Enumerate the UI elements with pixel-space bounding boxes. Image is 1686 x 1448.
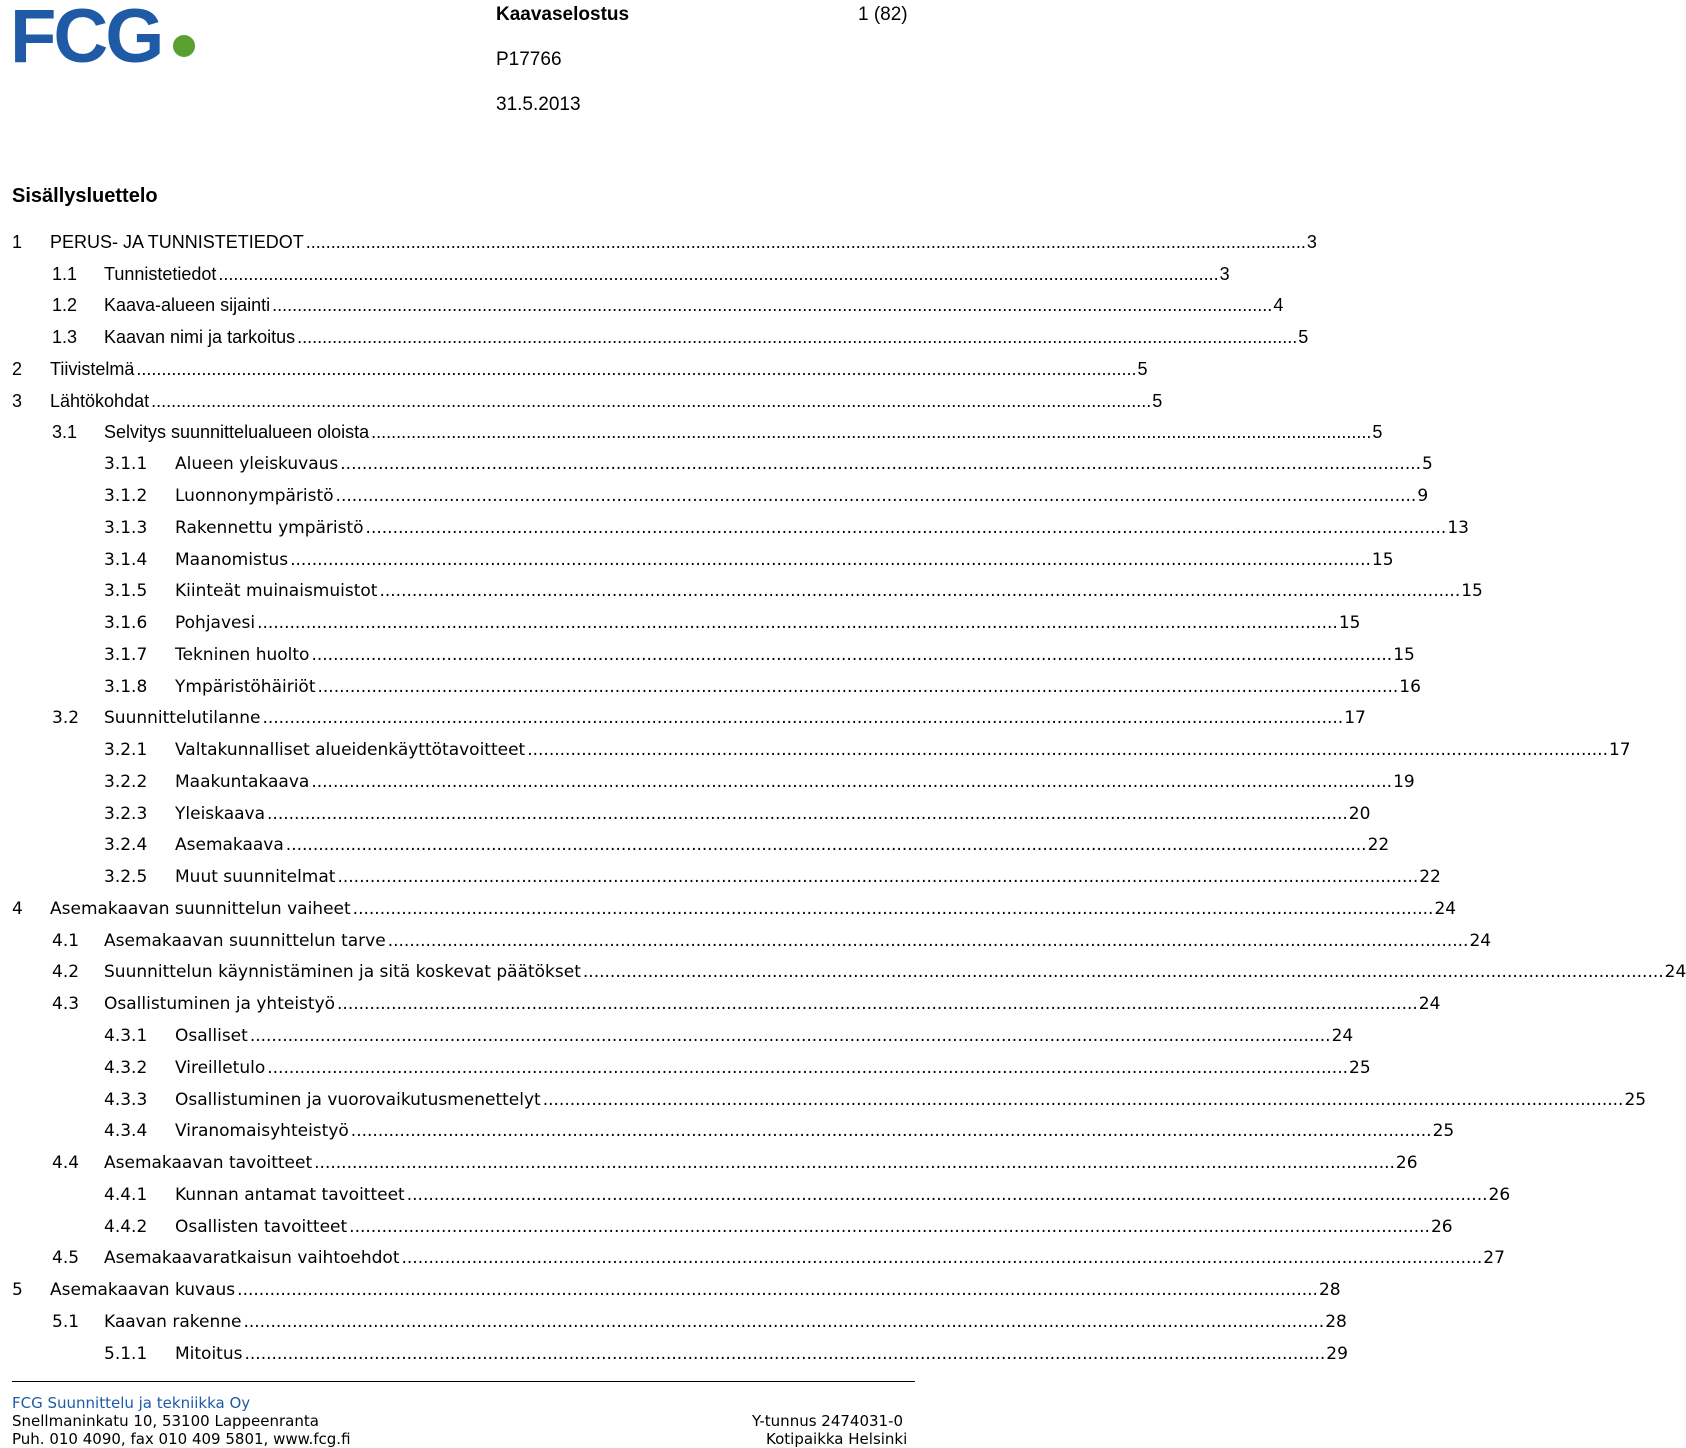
toc-entry[interactable] [12,1084,1647,1116]
toc-entry-number: 3.2.3 [104,803,148,824]
toc-entry[interactable] [12,702,1366,734]
toc-entry-page: 22 [1367,835,1390,856]
toc-leader-dots: ........................................................................................................................................................................................................ [151,390,1152,411]
toc-entry-page: 15 [1461,581,1483,602]
toc-entry[interactable] [12,893,1457,925]
toc-entry-title: Suunnittelun käynnistäminen ja sitä koskevat päätökset [104,962,581,983]
toc-leader-dots: ........................................................................................................................................................................................................ [262,708,1344,729]
toc-entry-page: 5 [1298,327,1309,348]
toc-entry-number: 4.4.1 [104,1184,148,1205]
toc-entry[interactable] [12,957,1686,989]
toc-entry-number: 2 [12,358,23,379]
toc-entry-page: 26 [1395,1153,1418,1174]
toc-entry[interactable] [12,671,1421,703]
toc-leader-dots: ........................................................................................................................................................................................................ [314,1153,1395,1174]
toc-entry-title: Maakuntakaava [175,771,310,792]
toc-leader-dots: ........................................................................................................................................................................................................ [267,803,1348,824]
toc-entry-number: 1.1 [52,263,78,284]
toc-leader-dots: ........................................................................................................................................................................................................ [365,517,1447,538]
toc-entry[interactable] [12,1179,1511,1211]
toc-entry-page: 25 [1624,1089,1647,1110]
footer-address: Snellmaninkatu 10, 53100 Lappeenranta [12,1412,319,1430]
toc-entry-page: 29 [1326,1343,1348,1364]
toc-entry-title: Asemakaava [175,835,284,856]
toc-leader-dots: ........................................................................................................................................................................................................ [371,422,1372,443]
toc-entry-number: 3.1.3 [104,517,148,538]
toc-leader-dots: ........................................................................................................................................................................................................ [387,930,1469,951]
toc-entry-title: Vireilletulo [175,1057,266,1078]
toc-entry-page: 26 [1430,1216,1453,1237]
toc-entry-page: 3 [1306,231,1317,252]
page-count: 1 (82) [858,4,908,25]
toc-entry-page: 9 [1417,486,1429,506]
toc-entry-page: 13 [1447,517,1469,538]
toc-entry[interactable] [12,1306,1347,1338]
toc-entry-title: Kaavan nimi ja tarkoitus [104,327,296,348]
toc-entry-number: 4.3.4 [104,1121,148,1142]
toc-entry[interactable] [12,512,1469,544]
toc-entry-title: Mitoitus [175,1343,243,1364]
toc-entry-page: 27 [1483,1248,1505,1269]
toc-entry-title: Rakennettu ympäristö [175,517,364,538]
toc-leader-dots: ........................................................................................................................................................................................................ [337,867,1419,888]
toc-entry-title: Yleiskaava [175,803,266,824]
toc-entry[interactable] [12,258,1230,290]
toc-entry-title: Kiinteät muinaismuistot [175,581,378,602]
toc-entry-number: 1 [12,231,23,252]
toc-entry-number: 3.1.8 [104,676,148,697]
toc-entry[interactable] [12,988,1441,1020]
toc-entry-title: Alueen yleiskuvaus [175,454,339,475]
toc-leader-dots: ........................................................................................................................................................................................................ [267,1057,1349,1078]
toc-leader-dots: ........................................................................................................................................................................................................ [335,486,1417,506]
toc-leader-dots: ........................................................................................................................................................................................................ [290,549,1371,570]
toc-leader-dots: ........................................................................................................................................................................................................ [244,1343,1326,1364]
toc-entry[interactable] [12,1211,1453,1243]
toc-leader-dots: ........................................................................................................................................................................................................ [243,1311,1325,1332]
toc-entry-number: 3.2.1 [104,740,148,761]
toc-leader-dots: ........................................................................................................................................................................................................ [542,1089,1624,1110]
toc-entry-number: 4.4 [52,1153,80,1174]
logo-text: FCG [10,0,162,79]
toc-entry-number: 1.3 [52,327,78,348]
toc-entry-number: 3.2.2 [104,771,148,792]
toc-entry-number: 3.1.6 [104,613,148,634]
toc-entry-title: Pohjavesi [175,613,256,634]
toc-entry-title: Selvitys suunnittelualueen oloista [104,422,370,443]
toc-entry[interactable] [12,575,1483,607]
toc-entry[interactable] [12,766,1415,798]
toc-entry-page: 4 [1273,295,1284,316]
toc-leader-dots: ........................................................................................................................................................................................................ [237,1280,1318,1301]
toc-entry[interactable] [12,1115,1455,1147]
toc-leader-dots: ........................................................................................................................................................................................................ [285,835,1367,856]
toc-entry-number: 3.1.1 [104,454,148,475]
toc-entry-title: Maanomistus [175,549,289,570]
toc-entry-page: 20 [1348,803,1371,824]
toc-entry-number: 4.5 [52,1248,80,1269]
toc-entry-number: 4.3.2 [104,1057,148,1078]
toc-leader-dots: ........................................................................................................................................................................................................ [340,454,1422,475]
toc-entry-page: 3 [1219,263,1230,284]
toc-entry[interactable] [12,480,1429,512]
toc-entry[interactable] [12,417,1383,449]
toc-entry-page: 16 [1399,676,1421,697]
toc-entry-page: 28 [1318,1280,1341,1301]
toc-entry-page: 15 [1338,613,1361,634]
toc-leader-dots: ........................................................................................................................................................................................................ [401,1248,1483,1269]
toc-entry[interactable] [12,448,1433,480]
toc-entry-title: Muut suunnitelmat [175,867,336,888]
toc-entry-title: Kunnan antamat tavoitteet [175,1184,405,1205]
logo-dot [173,35,195,57]
toc-entry-page: 22 [1419,867,1441,888]
toc-entry-title: Ympäristöhäiriöt [175,676,316,697]
toc-entry-title: Tiivistelmä [50,358,135,379]
toc-entry-number: 3.2.4 [104,835,148,856]
toc-entry[interactable] [12,861,1441,893]
toc-entry-number: 3.1.4 [104,549,148,570]
toc-entry[interactable] [12,1052,1371,1084]
project-number: P17766 [496,49,562,70]
toc-entry[interactable] [12,1243,1505,1275]
toc-entry-number: 3.1.2 [104,486,148,506]
toc-entry-page: 28 [1325,1311,1347,1332]
toc-leader-dots: ........................................................................................................................................................................................................ [272,295,1273,316]
toc-entry-title: PERUS- JA TUNNISTETIEDOT [50,231,304,252]
table-of-contents [12,226,1686,1370]
toc-entry[interactable] [12,830,1390,862]
toc-entry-title: Asemakaavan suunnittelun tarve [104,930,386,951]
toc-entry[interactable] [12,798,1371,830]
toc-entry-number: 5.1 [52,1311,80,1332]
toc-entry-title: Tunnistetiedot [104,263,217,284]
toc-leader-dots: ........................................................................................................................................................................................................ [406,1184,1488,1205]
toc-entry-page: 26 [1488,1184,1511,1205]
toc-entry[interactable] [12,290,1284,322]
toc-entry-number: 4.2 [52,962,80,983]
toc-entry-title: Asemakaavaratkaisun vaihtoehdot [104,1248,400,1269]
toc-entry-page: 5 [1422,454,1433,475]
toc-entry-page: 25 [1349,1057,1371,1078]
toc-leader-dots: ........................................................................................................................................................................................................ [136,358,1137,379]
toc-entry-page: 24 [1418,994,1441,1015]
toc-entry-title: Luonnonympäristö [175,486,334,506]
document-type: Kaavaselostus [496,4,630,25]
toc-entry-page: 24 [1664,962,1686,983]
toc-entry-title: Lähtökohdat [50,390,150,411]
toc-entry-title: Osallisten tavoitteet [175,1216,348,1237]
toc-entry-title: Kaava-alueen sijainti [104,295,271,316]
toc-entry-number: 3.1 [52,422,78,443]
toc-entry[interactable] [12,226,1317,258]
document-date: 31.5.2013 [496,94,581,115]
toc-leader-dots: ........................................................................................................................................................................................................ [311,644,1393,665]
toc-entry-number: 4.3.3 [104,1089,148,1110]
toc-entry-number: 3 [12,390,23,411]
toc-entry[interactable] [12,1274,1341,1306]
toc-leader-dots: ........................................................................................................................................................................................................ [379,581,1461,602]
toc-entry-title: Kaavan rakenne [104,1311,242,1332]
toc-entry[interactable] [12,734,1631,766]
toc-entry-number: 3.1.7 [104,644,148,665]
toc-leader-dots: ........................................................................................................................................................................................................ [317,676,1399,697]
toc-leader-dots: ........................................................................................................................................................................................................ [350,1121,1432,1142]
toc-entry-page: 17 [1344,708,1366,729]
toc-leader-dots: ........................................................................................................................................................................................................ [337,994,1418,1015]
toc-entry-number: 3.2.5 [104,867,148,888]
toc-entry-number: 3.2 [52,708,80,729]
toc-entry-page: 17 [1608,740,1631,761]
toc-entry[interactable] [12,544,1394,576]
toc-leader-dots: ........................................................................................................................................................................................................ [527,740,1608,761]
toc-entry-title: Asemakaavan tavoitteet [104,1153,313,1174]
toc-entry-page: 24 [1331,1026,1354,1047]
toc-entry-page: 15 [1371,549,1394,570]
toc-entry-page: 5 [1137,358,1148,379]
toc-entry[interactable] [12,385,1163,417]
toc-leader-dots: ........................................................................................................................................................................................................ [305,231,1306,252]
toc-entry-number: 4.3 [52,994,80,1015]
toc-entry[interactable] [12,607,1361,639]
toc-entry-page: 15 [1393,644,1415,665]
footer-business-id: Y-tunnus 2474031-0 [752,1412,904,1430]
toc-entry-title: Suunnittelutilanne [104,708,261,729]
toc-leader-dots: ........................................................................................................................................................................................................ [311,771,1393,792]
toc-entry[interactable] [12,639,1415,671]
toc-entry-title: Asemakaavan suunnittelun vaiheet [50,898,351,919]
toc-entry-number: 5.1.1 [104,1343,148,1364]
toc-entry-title: Osallistuminen ja yhteistyö [104,994,336,1015]
toc-leader-dots: ........................................................................................................................................................................................................ [257,613,1338,634]
toc-entry-title: Tekninen huolto [175,644,310,665]
fcg-logo [10,0,200,79]
toc-entry-title: Osallistuminen ja vuorovaikutusmenettelyt [175,1089,541,1110]
footer-domicile: Kotipaikka Helsinki [766,1430,908,1448]
toc-heading: Sisällysluettelo [12,185,158,207]
toc-entry-number: 4.1 [52,930,80,951]
toc-leader-dots: ........................................................................................................................................................................................................ [582,962,1664,983]
toc-leader-dots: ........................................................................................................................................................................................................ [249,1026,1331,1047]
footer-divider [12,1381,915,1382]
toc-entry[interactable] [12,1338,1348,1370]
toc-entry-page: 24 [1434,898,1457,919]
toc-entry-title: Valtakunnalliset alueidenkäyttötavoitteet [175,740,526,761]
toc-entry-number: 4 [12,898,23,919]
toc-entry-title: Viranomaisyhteistyö [175,1121,349,1142]
toc-leader-dots: ........................................................................................................................................................................................................ [349,1216,1430,1237]
toc-entry-title: Osalliset [175,1026,248,1047]
toc-entry-page: 5 [1372,422,1383,443]
footer-contact: Puh. 010 4090, fax 010 409 5801, www.fcg.fi [12,1430,351,1448]
toc-entry-number: 1.2 [52,295,78,316]
toc-entry-number: 4.4.2 [104,1216,148,1237]
toc-entry[interactable] [12,1147,1418,1179]
toc-entry[interactable] [12,353,1148,385]
toc-leader-dots: ........................................................................................................................................................................................................ [297,327,1298,348]
toc-entry-title: Asemakaavan kuvaus [50,1280,236,1301]
toc-entry[interactable] [12,1020,1354,1052]
toc-entry-number: 3.1.5 [104,581,148,602]
toc-leader-dots: ........................................................................................................................................................................................................ [352,898,1434,919]
toc-entry[interactable] [12,321,1309,353]
toc-leader-dots: ........................................................................................................................................................................................................ [218,263,1219,284]
toc-entry-page: 25 [1432,1121,1455,1142]
toc-entry-number: 4.3.1 [104,1026,148,1047]
footer-company: FCG Suunnittelu ja tekniikka Oy [12,1394,251,1412]
toc-entry-page: 24 [1469,930,1492,951]
toc-entry-number: 5 [12,1280,23,1301]
toc-entry-page: 19 [1393,771,1415,792]
toc-entry-page: 5 [1152,390,1163,411]
toc-entry[interactable] [12,925,1492,957]
